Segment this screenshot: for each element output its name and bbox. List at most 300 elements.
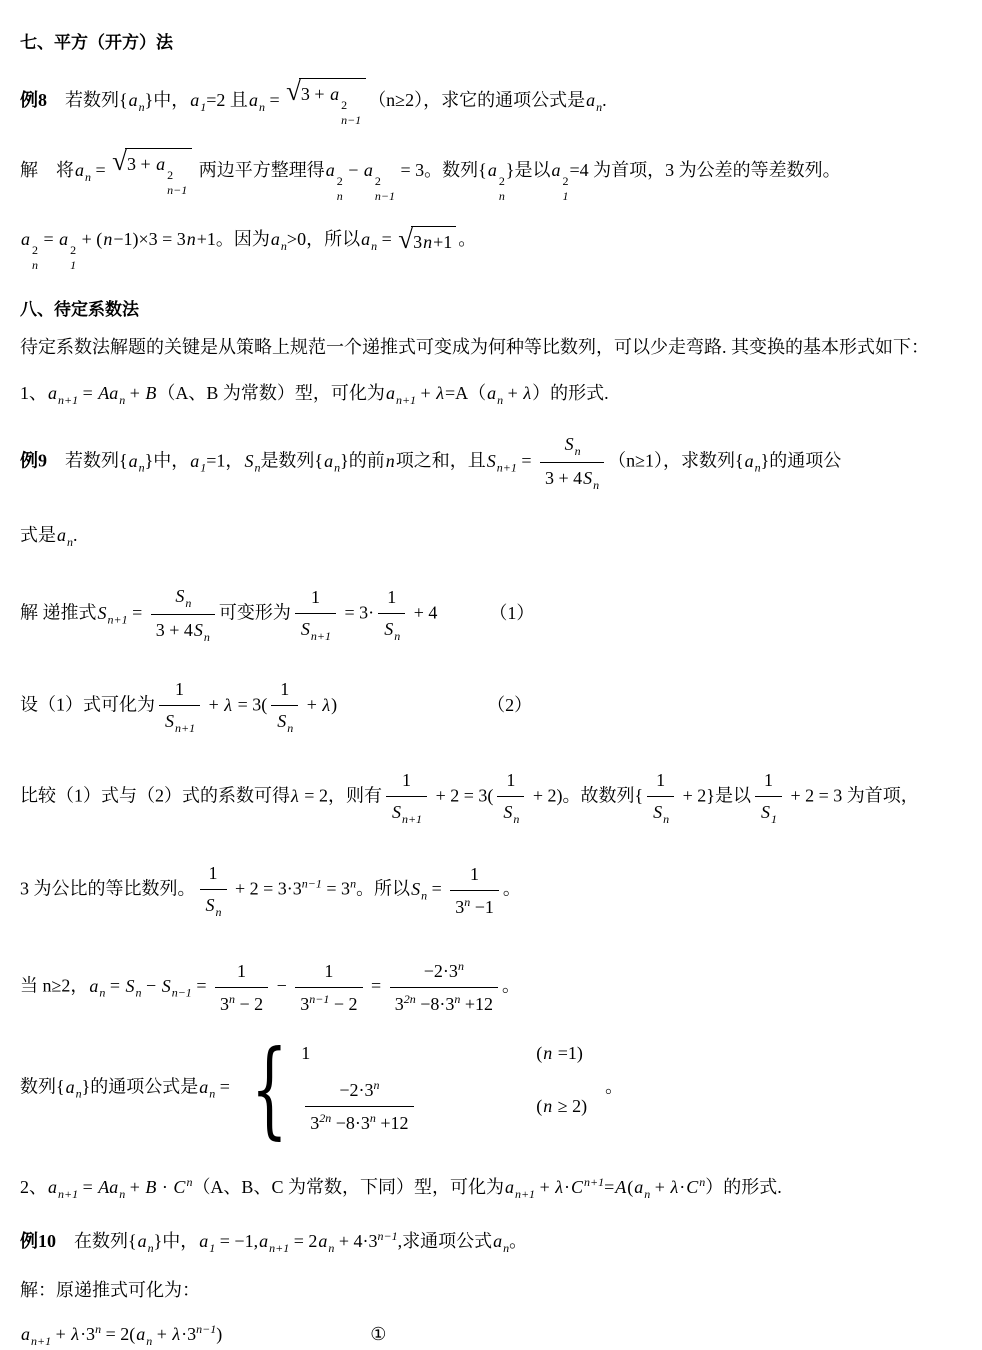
text-run: ·	[679, 1177, 686, 1198]
sup-sub-stack	[32, 244, 38, 271]
text-run: 1	[237, 960, 247, 981]
math-var: λ	[172, 1324, 181, 1345]
subscript: n	[663, 812, 670, 827]
text-run: ·	[564, 1177, 571, 1198]
math-var: λ	[670, 1177, 679, 1198]
text-run: +	[416, 383, 436, 404]
superscript: n	[457, 959, 464, 974]
math-var: a	[128, 451, 138, 472]
text-run: =	[366, 976, 386, 997]
math-var: S	[653, 802, 663, 823]
math-var: S	[391, 802, 401, 823]
fraction	[386, 767, 427, 828]
text-run: +12	[460, 994, 494, 1015]
subscript: n+1	[107, 613, 128, 628]
denominator	[450, 890, 499, 921]
subscript: n	[135, 986, 142, 1001]
subscript: n	[147, 1241, 154, 1256]
text-run: 1	[280, 679, 290, 700]
text-run: − 2	[329, 993, 358, 1014]
text-run: =	[105, 976, 125, 997]
method-intro	[20, 330, 954, 364]
text-run: 1	[324, 960, 334, 981]
subscript: n	[75, 1087, 82, 1102]
text-run: −	[272, 976, 292, 997]
math-var: S	[486, 451, 496, 472]
text-run: 若数列{	[47, 451, 128, 472]
sup-sub-stack	[562, 175, 568, 202]
math-var: a	[487, 159, 497, 180]
math-var: a	[270, 228, 280, 249]
fraction	[540, 431, 604, 494]
bold-label: 八、待定系数法	[20, 299, 139, 319]
example-9-cont	[20, 522, 964, 551]
text-run: }中，	[144, 451, 190, 472]
text-run: （n≥1），求数列{	[608, 451, 744, 472]
math-var: n	[103, 228, 113, 249]
piecewise-cases	[236, 1027, 588, 1150]
text-run: +	[51, 1324, 71, 1345]
fraction	[497, 767, 524, 828]
text-run: −2·3	[423, 961, 458, 982]
numerator	[386, 767, 427, 796]
text-run: + 4	[409, 603, 438, 624]
math-var: a	[551, 159, 561, 180]
text-run: =	[604, 1177, 615, 1198]
math-var: n	[423, 231, 433, 252]
sup-sub-stack	[70, 244, 76, 271]
text-run: =A（	[445, 383, 487, 404]
stack-subscript: n−1	[374, 188, 396, 203]
text-run: ）的形式.	[705, 1177, 782, 1198]
text-run: 3	[310, 1113, 320, 1134]
math-var: S	[760, 802, 770, 823]
superscript: n	[699, 1175, 706, 1190]
text-run: 1、	[20, 383, 47, 404]
denominator	[390, 987, 498, 1018]
text-run: 1	[402, 770, 411, 791]
numerator	[305, 1076, 413, 1106]
subscript: n	[644, 1187, 651, 1202]
math-var: a	[89, 976, 99, 997]
text-run: =	[516, 451, 536, 472]
math-var: S	[175, 586, 185, 607]
text-run: = 2，则有	[299, 786, 382, 807]
superscript: n	[454, 992, 461, 1007]
math-var: a	[65, 1077, 75, 1098]
text-run: =	[264, 89, 285, 110]
text-run: =	[39, 228, 59, 249]
text-run: 项之和，且	[395, 451, 486, 472]
fraction	[159, 676, 200, 737]
subscript: n	[371, 238, 378, 253]
text-run: 解：原递推式可化为：	[20, 1280, 200, 1301]
denominator	[271, 705, 298, 737]
superscript: 2n	[319, 1111, 332, 1126]
math-var: S	[411, 879, 421, 900]
text-run: = 3	[321, 879, 351, 900]
math-var: S	[193, 620, 203, 641]
subscript: n	[421, 889, 428, 904]
sup-sub-stack	[337, 175, 343, 202]
text-run: ）的形式.	[532, 383, 609, 404]
fraction	[450, 861, 499, 921]
stack-subscript: n−1	[167, 182, 188, 197]
math-var: S	[205, 895, 215, 916]
denominator	[200, 889, 227, 921]
subscript: n	[593, 478, 600, 493]
superscript: n	[186, 1175, 193, 1190]
superscript: n	[95, 1322, 102, 1337]
solution-9-an	[20, 957, 964, 1018]
text-run: +	[503, 383, 523, 404]
text-run: 。	[587, 1077, 624, 1098]
text-run: −8·3	[331, 1113, 370, 1134]
text-run: 1	[387, 587, 397, 608]
radical-sign: √	[286, 75, 301, 106]
text-run: −8·3	[415, 994, 455, 1015]
text-run: −2·3	[339, 1080, 374, 1101]
text-run: 在数列{	[56, 1231, 137, 1252]
text-run: +	[152, 1324, 172, 1345]
text-run: +	[302, 695, 322, 716]
subscript: 1	[209, 1241, 216, 1256]
text-run: }中，	[153, 1231, 199, 1252]
subscript: n	[215, 905, 222, 920]
text-run: }的通项公	[760, 451, 842, 472]
solution-10-intro	[20, 1277, 964, 1304]
math-var: n	[385, 451, 395, 472]
text-run: +1。因为	[196, 228, 270, 249]
text-run: 可变形为	[218, 603, 291, 624]
superscript: n−1	[377, 1229, 398, 1244]
math-var: S	[165, 711, 174, 732]
math-var: a	[48, 383, 57, 404]
math-var: λ	[71, 1324, 80, 1345]
text-run: 当 n≥2，	[20, 976, 89, 997]
section-heading-8	[20, 297, 964, 323]
text-run: 3 为公比的等比数列。	[20, 879, 196, 900]
subscript: n	[203, 630, 210, 645]
subscript: n	[146, 1334, 153, 1349]
math-var: a	[259, 1231, 269, 1252]
math-var: a	[190, 451, 200, 472]
text-run: 解 将	[20, 159, 74, 180]
text-run: )	[331, 695, 338, 716]
text-run: = 3·	[340, 603, 375, 624]
denominator	[151, 614, 215, 646]
text-run: 3 + 4	[155, 620, 193, 641]
text-run: +	[535, 1177, 555, 1198]
math-var: S	[583, 468, 593, 489]
math-var: λ	[555, 1177, 564, 1198]
equation-number: （1）	[489, 603, 535, 624]
text-run: 3	[455, 896, 465, 917]
math-var: S	[503, 802, 513, 823]
text-run: (	[536, 1096, 543, 1117]
subscript: n+1	[31, 1334, 52, 1349]
bold-label: 例9	[20, 451, 47, 472]
text-run: 1	[763, 770, 773, 791]
text-run: + 2 = 3(	[431, 786, 494, 807]
math-var: λ	[224, 695, 233, 716]
superscript: n	[350, 877, 357, 892]
text-run: 3	[394, 994, 404, 1015]
numerator	[295, 584, 336, 613]
radicand	[411, 226, 456, 256]
case-value	[301, 1040, 536, 1067]
case-condition	[536, 1040, 583, 1067]
math-var: a	[744, 451, 754, 472]
text-run: (	[536, 1043, 543, 1064]
fraction	[295, 584, 336, 645]
math-var: a	[199, 1231, 209, 1252]
text-run: 3 +	[126, 153, 156, 174]
text-run: + 2 = 3·3	[230, 879, 302, 900]
math-var: C	[173, 1177, 186, 1198]
subscript: n	[280, 238, 287, 253]
math-var: Aa	[98, 1177, 119, 1198]
subscript: n+1	[496, 461, 517, 476]
equation-number: ①	[370, 1324, 387, 1345]
numerator	[540, 431, 604, 462]
numerator	[755, 767, 782, 796]
stack-subscript: n	[498, 188, 505, 203]
subscript: n+1	[514, 1187, 536, 1202]
text-run: 解 递推式	[20, 603, 97, 624]
text-run: （A、B、C 为常数，下同）型，可化为	[192, 1177, 504, 1198]
text-run: 3	[413, 231, 423, 252]
text-run: (	[627, 1177, 634, 1198]
text-run: 3	[300, 993, 310, 1014]
math-var: a	[199, 1077, 209, 1098]
denominator	[647, 796, 674, 828]
subscript: n	[185, 596, 192, 611]
math-var: A	[615, 1177, 627, 1198]
text-run: 3 +	[300, 83, 330, 104]
math-var: λ	[523, 383, 532, 404]
text-run: 3 + 4	[544, 468, 583, 489]
math-var: a	[385, 383, 395, 404]
text-run: +	[125, 383, 145, 404]
superscript: n	[373, 1078, 380, 1093]
subscript: n	[596, 99, 603, 114]
text-run: 数列{	[20, 1077, 65, 1098]
text-run: =	[377, 228, 397, 249]
solution-9-eq2	[20, 676, 964, 737]
solution-8-line1	[20, 145, 964, 203]
numerator	[497, 767, 524, 796]
math-var: a	[59, 228, 69, 249]
text-run: 设（1）式可化为	[20, 695, 155, 716]
subscript: n	[503, 1241, 510, 1256]
math-var: C	[686, 1177, 699, 1198]
math-var: a	[57, 525, 66, 546]
text-run: −1)×3 = 3	[113, 228, 186, 249]
text-run: −	[141, 976, 161, 997]
fraction	[305, 1076, 413, 1137]
math-var: a	[21, 1324, 30, 1345]
text-run: =	[215, 1077, 235, 1098]
sup-sub-stack	[341, 99, 361, 126]
text-run: ,求通项公式	[397, 1231, 493, 1252]
math-var: n	[543, 1043, 553, 1064]
math-var: a	[75, 159, 84, 180]
fraction	[151, 583, 215, 646]
solution-10-eq1	[20, 1320, 964, 1350]
text-run: +12	[375, 1113, 409, 1134]
math-var: B	[145, 1177, 157, 1198]
solution-9-ratio	[20, 860, 964, 921]
case-row	[301, 1040, 587, 1067]
stack-superscript: 2	[70, 242, 77, 257]
denominator	[755, 796, 782, 828]
text-run: )	[216, 1324, 223, 1345]
subscript: n	[67, 535, 73, 550]
text-run: =4 为首项，3 为公差的等差数列。	[569, 159, 841, 180]
bold-label: 例8	[20, 89, 47, 110]
stack-superscript: 2	[341, 97, 348, 112]
math-var: S	[244, 451, 254, 472]
case-value	[301, 1076, 536, 1137]
text-run: 3	[219, 993, 229, 1014]
subscript: 1	[770, 812, 777, 827]
text-run: 。	[502, 879, 521, 900]
text-run: 若数列{	[47, 89, 128, 110]
fraction	[755, 767, 782, 828]
math-var: Aa	[98, 383, 119, 404]
text-run: +	[125, 1177, 145, 1198]
text-run: +1	[433, 231, 453, 252]
text-run: （n≥2），求它的通项公式是	[368, 89, 586, 110]
math-var: a	[21, 228, 30, 249]
math-var: S	[564, 434, 574, 455]
stack-subscript: n−1	[341, 112, 362, 127]
text-run: + 4·3	[334, 1231, 378, 1252]
superscript: n−1	[301, 877, 322, 892]
subscript: n	[334, 461, 341, 476]
superscript: n+1	[584, 1175, 605, 1190]
text-run: 是数列{	[260, 451, 324, 472]
text-run: + 2)。故数列{	[528, 786, 644, 807]
form-type-2	[20, 1173, 964, 1203]
math-var: a	[318, 1231, 328, 1252]
text-run: =	[91, 159, 111, 180]
subscript: n	[258, 99, 265, 114]
text-run: 。	[458, 228, 477, 249]
math-var: a	[504, 1177, 514, 1198]
text-run: + 2 = 3 为首项，	[785, 786, 919, 807]
stack-superscript: 2	[167, 167, 174, 182]
math-var: a	[137, 1231, 147, 1252]
radicand	[125, 148, 192, 196]
text-run: 2、	[20, 1177, 47, 1198]
subscript: 1	[200, 461, 207, 476]
subscript: n	[513, 812, 520, 827]
text-run: − 2	[234, 993, 264, 1014]
section-heading-7	[20, 30, 964, 56]
subscript: n+1	[269, 1241, 290, 1256]
math-var: a	[48, 1177, 57, 1198]
fraction	[271, 676, 298, 737]
subscript: n	[209, 1087, 216, 1102]
text-run: =	[78, 1177, 98, 1198]
text-run: 。	[509, 1231, 528, 1252]
denominator	[497, 796, 524, 828]
superscript: n	[369, 1111, 376, 1126]
text-run: 比较（1）式与（2）式的系数可得	[20, 786, 290, 807]
text-run: + 2}是以	[678, 786, 751, 807]
superscript: n	[228, 991, 235, 1006]
math-var: S	[125, 976, 135, 997]
text-run: =2 且	[206, 89, 248, 110]
denominator	[215, 987, 268, 1018]
radicand	[299, 78, 366, 126]
numerator	[200, 860, 227, 889]
numerator	[215, 958, 268, 987]
text-run: = −1,	[215, 1231, 259, 1252]
text-run: }的前	[340, 451, 385, 472]
text-run: 1	[310, 587, 320, 608]
denominator	[295, 613, 336, 645]
subscript: n	[574, 444, 581, 459]
math-var: S	[161, 976, 171, 997]
text-run: =	[427, 879, 447, 900]
denominator	[386, 796, 427, 828]
fraction	[647, 767, 674, 828]
text-run: }的通项公式是	[81, 1077, 199, 1098]
subscript: 1	[200, 99, 207, 114]
subscript: n	[287, 721, 294, 736]
math-var: a	[128, 89, 138, 110]
stack-superscript: 2	[498, 173, 505, 188]
square-root	[286, 75, 366, 127]
math-var: a	[634, 1177, 644, 1198]
math-var: C	[571, 1177, 584, 1198]
text-run: =	[78, 383, 98, 404]
square-root	[398, 223, 456, 256]
text-run: 1	[175, 679, 185, 700]
stack-superscript: 2	[562, 173, 569, 188]
numerator	[450, 861, 499, 890]
text-run: = 2(	[101, 1324, 136, 1345]
math-var: a	[136, 1324, 146, 1345]
text-run: = 3。数列{	[396, 159, 487, 180]
denominator	[305, 1106, 413, 1137]
example-9	[20, 431, 964, 494]
stack-subscript: 1	[562, 188, 569, 203]
math-var: a	[493, 1231, 503, 1252]
math-var: λ	[322, 695, 331, 716]
subscript: n+1	[58, 1187, 79, 1202]
solution-8-line2	[20, 223, 964, 272]
equation-number: （2）	[487, 695, 533, 716]
numerator	[295, 958, 362, 987]
stack-superscript: 2	[374, 173, 381, 188]
subscript: n	[99, 986, 106, 1001]
text-run: 1	[301, 1043, 311, 1064]
subscript: n	[119, 393, 126, 408]
numerator	[151, 583, 215, 614]
sup-sub-stack	[167, 169, 187, 196]
subscript: n	[328, 1241, 335, 1256]
text-run: =1)	[553, 1043, 583, 1064]
text-run: −1	[470, 896, 494, 917]
subscript: n+1	[175, 721, 196, 736]
math-var: n	[186, 228, 196, 249]
text-run: = 3(	[233, 695, 268, 716]
text-run: ≥ 2)	[553, 1096, 588, 1117]
